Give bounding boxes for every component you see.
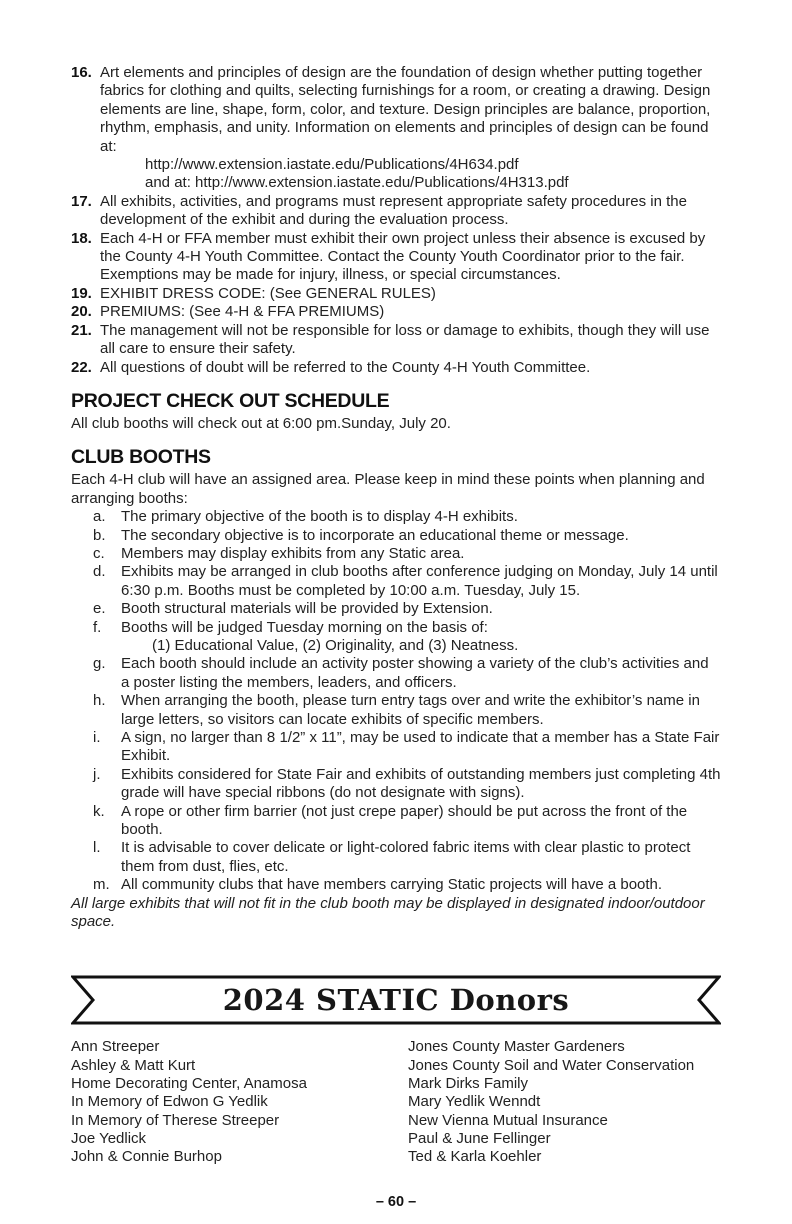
rule-text: The management will not be responsible for loss or damage to exhibits, though they will use all care to ensure their safety.: [100, 321, 710, 358]
booth-point-i: [93, 729, 721, 766]
point-letter: a.: [93, 508, 106, 526]
donor-name: Paul & June Fellinger: [408, 1129, 551, 1147]
donor-column-right: [408, 1038, 721, 1166]
point-letter: c.: [93, 544, 105, 562]
donor-name: Joe Yedlick: [71, 1129, 147, 1147]
donors-title: 2024 STATIC Donors: [222, 983, 570, 1018]
booth-point-m: [93, 876, 721, 894]
rule-number: 22.: [71, 358, 92, 376]
donors-banner: [71, 975, 721, 1025]
rule-item-17: [71, 193, 721, 230]
donor-name: In Memory of Edwon G Yedlik: [71, 1093, 268, 1111]
donor-name: Mary Yedlik Wenndt: [408, 1093, 541, 1111]
donor-name: John & Connie Burhop: [71, 1148, 222, 1166]
rule-number: 18.: [71, 229, 92, 247]
booth-point-l: [93, 839, 721, 876]
point-text: The secondary objective is to incorporate an educational theme or message.: [121, 526, 629, 544]
point-text: Exhibits considered for State Fair and exhibits of outstanding members just completing 4th grade will have special ribbons (do not designate with signs).: [121, 765, 721, 802]
point-letter: j.: [93, 765, 101, 783]
point-letter: d.: [93, 563, 106, 581]
point-letter: l.: [93, 839, 101, 857]
point-letter: g.: [93, 655, 106, 673]
rule-number: 20.: [71, 303, 92, 321]
point-letter: k.: [93, 802, 105, 820]
point-text: The primary objective of the booth is to display 4-H exhibits.: [121, 508, 518, 526]
rule-number: 16.: [71, 64, 92, 81]
point-letter: e.: [93, 600, 106, 618]
booth-point-h: [93, 692, 721, 729]
rule-number: 17.: [71, 192, 92, 210]
donor-name: Ashley & Matt Kurt: [71, 1056, 196, 1074]
booth-point-e: [93, 600, 721, 618]
rule-number: 21.: [71, 321, 92, 339]
donor-name: Ann Streeper: [71, 1038, 160, 1056]
donor-name: Jones County Master Gardeners: [408, 1038, 625, 1056]
point-text: When arranging the booth, please turn entry tags over and write the exhibitor’s name in large letters, so visitors can locate exhibits of specific members.: [121, 692, 700, 728]
point-text: Each booth should include an activity poster showing a variety of the club’s activities and a poster listing the members, leaders, and officers.: [121, 655, 709, 691]
point-text: Booths will be judged Tuesday morning on the basis of:: [121, 618, 488, 636]
point-text: A sign, no larger than 8 1/2” x 11”, may be used to indicate that a member has a State Fair Exhibit.: [121, 729, 720, 765]
rules-list: [71, 64, 721, 377]
point-letter: i.: [93, 729, 101, 746]
donors-list: [71, 1038, 721, 1166]
point-letter: b.: [93, 526, 106, 544]
rule-text: PREMIUMS: (See 4-H & FFA PREMIUMS): [100, 303, 385, 321]
point-text: Exhibits may be arranged in club booths after conference judging on Monday, July 14 until 6:30 p.m. Booths must be completed by 10:00 a.m. Tuesday, July 15.: [121, 563, 718, 599]
rule-item-19: [71, 285, 721, 303]
point-letter: h.: [93, 692, 106, 710]
rule-text: All questions of doubt will be referred to the County 4-H Youth Committee.: [100, 358, 591, 376]
donor-name: Jones County Soil and Water Conservation: [408, 1056, 695, 1074]
booth-point-g: [93, 655, 721, 692]
rule-item-22: [71, 359, 721, 377]
donor-name: Mark Dirks Family: [408, 1075, 528, 1093]
booth-point-c: [93, 545, 721, 563]
booth-point-a: [93, 508, 721, 526]
rule-item-16: [71, 64, 721, 193]
point-text: All community clubs that have members carrying Static projects will have a booth.: [121, 876, 663, 894]
donor-name: In Memory of Therese Streeper: [71, 1111, 280, 1129]
booth-points-list: [71, 508, 721, 895]
booth-point-k: [93, 803, 721, 840]
point-subline: (1) Educational Value, (2) Originality, and (3) Neatness.: [152, 636, 519, 654]
booth-point-b: [93, 527, 721, 545]
rule-item-21: [71, 322, 721, 359]
booth-note: All large exhibits that will not fit in the club booth may be displayed in designated indoor/outdoor space.: [71, 894, 705, 931]
donor-name: Ted & Karla Koehler: [408, 1148, 542, 1166]
rule-item-20: [71, 303, 721, 321]
donor-name: Home Decorating Center, Anamosa: [71, 1075, 307, 1093]
donor-column-left: [71, 1038, 408, 1166]
rule-url: http://www.extension.iastate.edu/Publications/4H634.pdf: [145, 156, 519, 174]
point-text: Members may display exhibits from any Static area.: [121, 544, 465, 562]
point-text: A rope or other firm barrier (not just crepe paper) should be put across the front of the booth.: [121, 802, 688, 839]
booth-point-d: [93, 563, 721, 600]
point-text: It is advisable to cover delicate or light-colored fabric items with clear plastic to protect them from dust, flies, etc.: [121, 839, 691, 875]
rule-text: Each 4-H or FFA member must exhibit their own project unless their absence is excused by the County 4-H Youth Committee. Contact the County Youth Coordinator prior to the fair. Exemptions may be made for injury, illness, or special circumstances.: [100, 229, 706, 284]
rule-url: and at: http://www.extension.iastate.edu/Publications/4H313.pdf: [145, 174, 569, 192]
page-number: – 60 –: [375, 1193, 417, 1210]
booth-point-j: [93, 766, 721, 803]
club-booths-intro: Each 4-H club will have an assigned area. Please keep in mind these points when planning and arranging booths:: [71, 471, 705, 507]
booth-point-f: [93, 619, 721, 656]
donor-name: New Vienna Mutual Insurance: [408, 1111, 608, 1129]
point-text: Booth structural materials will be provided by Extension.: [121, 600, 493, 618]
rule-text: All exhibits, activities, and programs must represent appropriate safety procedures in the development of the exhibit and during the evaluation process.: [100, 192, 687, 229]
rule-text: EXHIBIT DRESS CODE: (See GENERAL RULES): [100, 284, 436, 302]
point-letter: f.: [93, 618, 102, 636]
rule-item-18: [71, 230, 721, 285]
club-booths-heading: CLUB BOOTHS: [71, 446, 211, 469]
checkout-heading: PROJECT CHECK OUT SCHEDULE: [71, 389, 390, 412]
checkout-body: All club booths will check out at 6:00 pm.Sunday, July 20.: [71, 414, 451, 432]
rule-number: 19.: [71, 284, 92, 302]
point-letter: m.: [93, 876, 110, 894]
rule-text: Art elements and principles of design are the foundation of design whether putting together fabrics for clothing and quilts, selecting furnishings for a room, or creating a drawing. Design elements are line, shape, form, color, and texture. Design principles are balance, proportion, rhythm, emphasis, and unity. Information on elements and principles of design can be found at:: [100, 64, 711, 155]
